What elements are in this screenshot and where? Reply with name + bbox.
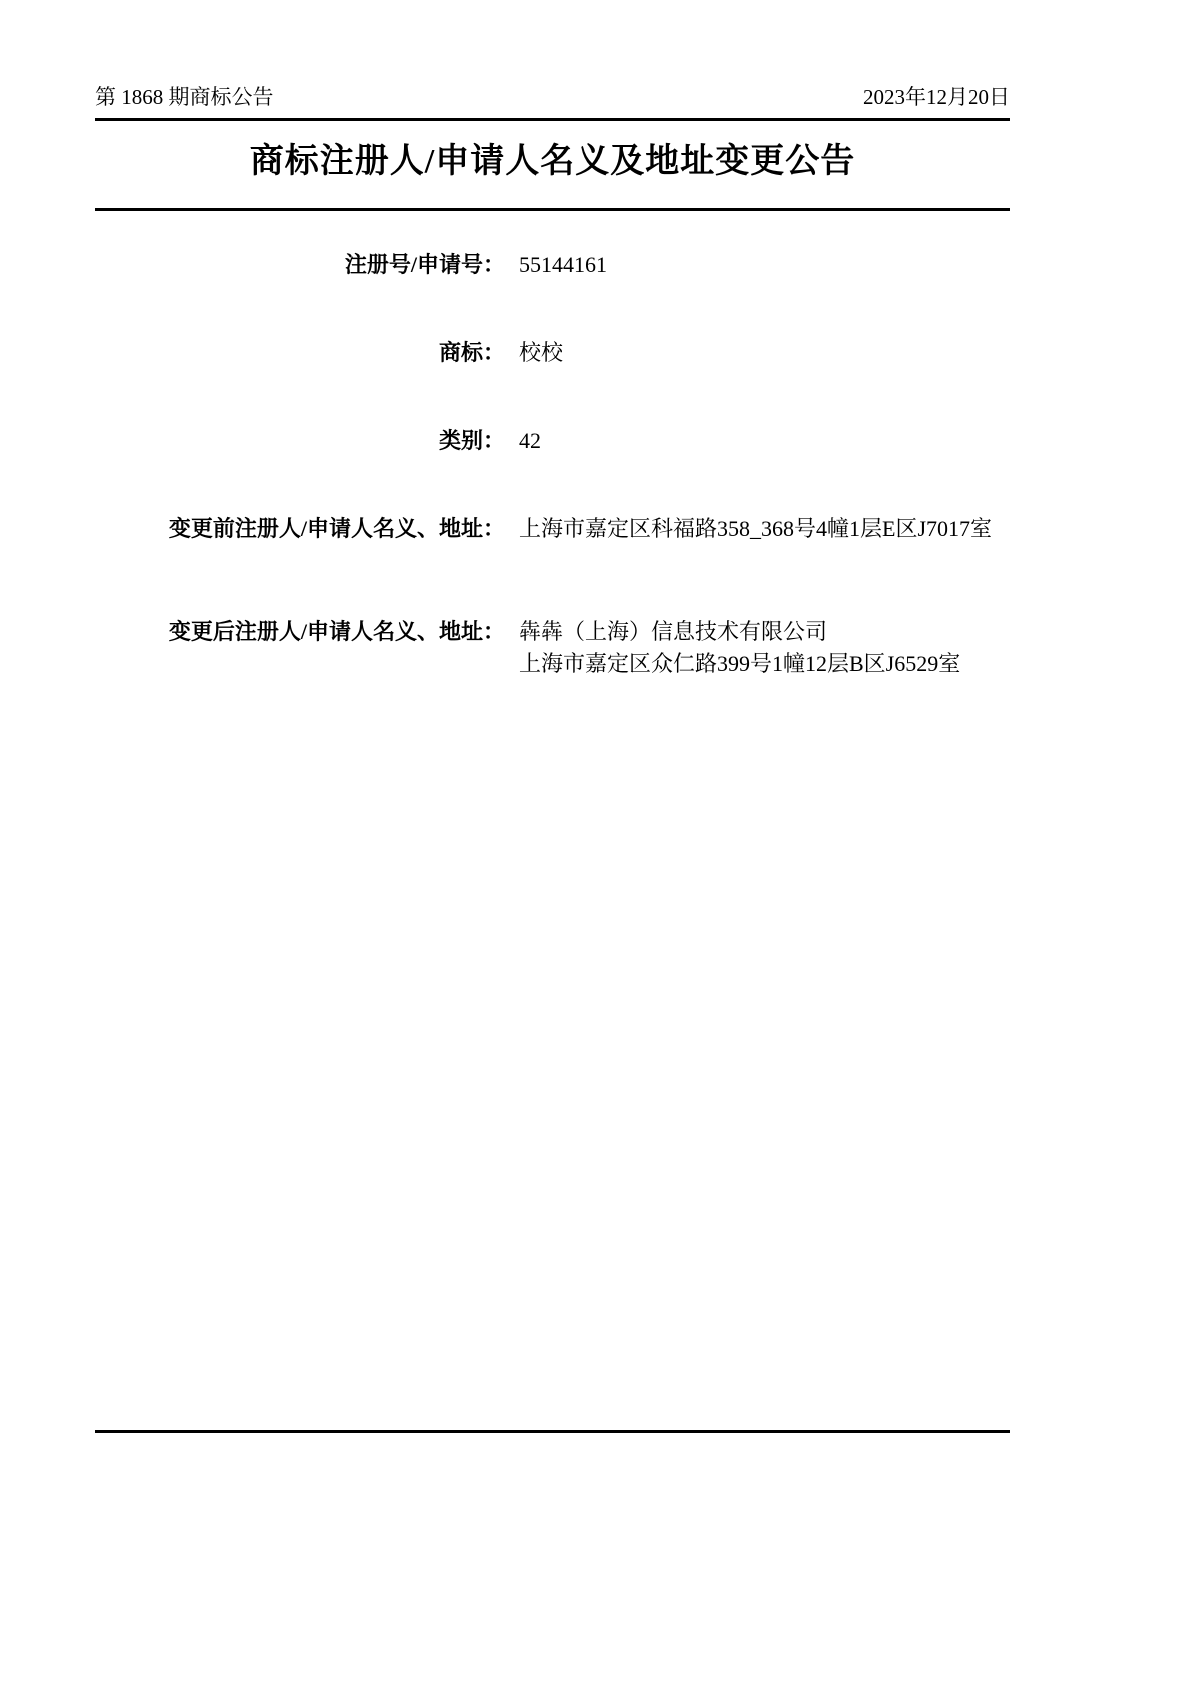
field-row-after-change <box>95 616 1010 680</box>
after-change-company: 犇犇（上海）信息技术有限公司 <box>519 619 828 645</box>
field-row-trademark <box>95 337 1010 369</box>
field-row-class <box>95 425 1010 457</box>
title-divider <box>95 208 1010 211</box>
after-change-address: 上海市嘉定区众仁路399号1幢12层B区J6529室 <box>519 650 961 676</box>
page-title: 商标注册人/申请人名义及地址变更公告 <box>249 143 856 181</box>
class-value: 42 <box>519 428 541 454</box>
registration-number-value: 55144161 <box>519 252 607 278</box>
after-change-value <box>519 616 1010 680</box>
before-change-label: 变更前注册人/申请人名义、地址： <box>168 516 505 542</box>
field-row-registration-number <box>95 249 1010 281</box>
trademark-label: 商标： <box>438 340 505 366</box>
field-row-before-change <box>95 513 1010 545</box>
gazette-date: 2023年12月20日 <box>863 85 1010 109</box>
header-divider <box>95 118 1010 121</box>
page-content <box>95 0 1010 736</box>
after-change-label: 变更后注册人/申请人名义、地址： <box>168 619 505 645</box>
gazette-issue-label: 第 1868 期商标公告 <box>95 85 274 109</box>
page-header <box>95 0 1010 111</box>
footer-divider <box>95 1430 1010 1433</box>
trademark-value: 校校 <box>519 340 564 366</box>
class-label: 类别： <box>438 428 505 454</box>
announcement-fields <box>95 249 1010 679</box>
before-change-value: 上海市嘉定区科福路358_368号4幢1层E区J7017室 <box>519 516 993 542</box>
registration-number-label: 注册号/申请号： <box>344 252 505 278</box>
